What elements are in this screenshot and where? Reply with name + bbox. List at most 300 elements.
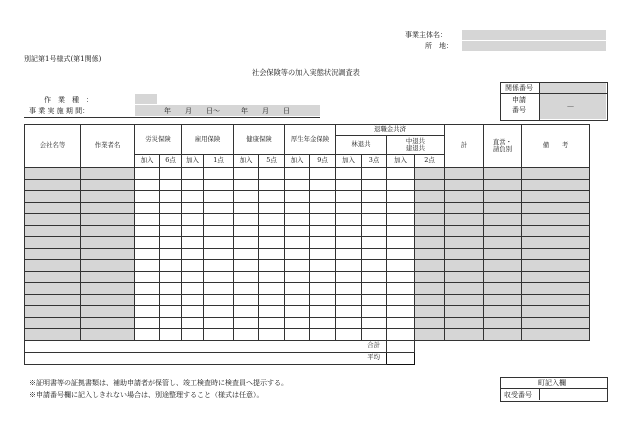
col-forest-retirement-header: 林退共: [336, 136, 387, 155]
table-cell[interactable]: [285, 329, 310, 341]
table-cell[interactable]: [81, 202, 135, 214]
table-cell[interactable]: [445, 306, 484, 318]
table-cell[interactable]: [160, 191, 182, 203]
table-cell[interactable]: [182, 329, 204, 341]
table-cell[interactable]: [285, 271, 310, 283]
table-cell[interactable]: [285, 179, 310, 191]
review-number-label: 関係番号: [505, 84, 533, 92]
table-cell[interactable]: [182, 225, 204, 237]
table-cell[interactable]: [336, 294, 362, 306]
table-cell[interactable]: [445, 271, 484, 283]
table-cell[interactable]: [336, 179, 362, 191]
table-cell[interactable]: [81, 306, 135, 318]
table-cell[interactable]: [387, 329, 415, 341]
address-field[interactable]: [462, 41, 606, 51]
table-cell[interactable]: [445, 283, 484, 295]
table-cell[interactable]: [135, 225, 160, 237]
table-cell[interactable]: [310, 214, 336, 226]
table-cell[interactable]: [204, 271, 234, 283]
table-cell[interactable]: [362, 191, 387, 203]
table-cell[interactable]: [135, 317, 160, 329]
table-cell[interactable]: [522, 248, 590, 260]
table-cell[interactable]: [234, 179, 259, 191]
table-cell[interactable]: [484, 283, 522, 295]
table-cell[interactable]: [522, 168, 590, 180]
table-cell[interactable]: [336, 191, 362, 203]
table-cell[interactable]: [285, 191, 310, 203]
note-evidence: ※証明書等の証拠書類は、補助申請者が保管し、竣工検査時に検査員へ提示する。: [29, 379, 288, 387]
table-cell[interactable]: [484, 271, 522, 283]
table-cell[interactable]: [285, 283, 310, 295]
table-cell[interactable]: [285, 260, 310, 272]
table-cell[interactable]: [182, 260, 204, 272]
table-cell[interactable]: [522, 225, 590, 237]
table-cell[interactable]: [310, 237, 336, 249]
table-cell[interactable]: [415, 191, 445, 203]
table-cell[interactable]: [135, 283, 160, 295]
table-cell[interactable]: [415, 248, 445, 260]
table-cell[interactable]: [362, 179, 387, 191]
table-cell[interactable]: [135, 294, 160, 306]
table-row: [25, 317, 590, 329]
table-cell[interactable]: [310, 329, 336, 341]
table-cell[interactable]: [445, 260, 484, 272]
table-cell[interactable]: [135, 248, 160, 260]
table-cell[interactable]: [259, 317, 285, 329]
table-cell[interactable]: [25, 248, 81, 260]
table-cell[interactable]: [310, 260, 336, 272]
table-cell[interactable]: [204, 225, 234, 237]
table-cell[interactable]: [259, 168, 285, 180]
table-cell[interactable]: [387, 260, 415, 272]
table-cell[interactable]: [445, 202, 484, 214]
table-cell[interactable]: [135, 237, 160, 249]
col-retirement-header: 退職金共済: [336, 125, 445, 136]
table-body: [25, 168, 590, 341]
table-cell[interactable]: [182, 306, 204, 318]
table-cell[interactable]: [204, 214, 234, 226]
table-cell[interactable]: [310, 202, 336, 214]
table-cell[interactable]: [362, 168, 387, 180]
table-cell[interactable]: [259, 294, 285, 306]
table-cell[interactable]: [25, 294, 81, 306]
table-cell[interactable]: [182, 179, 204, 191]
table-cell[interactable]: [182, 202, 204, 214]
table-cell[interactable]: [25, 214, 81, 226]
table-cell[interactable]: [182, 294, 204, 306]
table-cell[interactable]: [160, 237, 182, 249]
table-cell[interactable]: [522, 179, 590, 191]
table-cell[interactable]: [387, 168, 415, 180]
table-cell[interactable]: [135, 202, 160, 214]
table-cell[interactable]: [234, 317, 259, 329]
table-cell[interactable]: [135, 168, 160, 180]
table-cell[interactable]: [387, 225, 415, 237]
table-cell[interactable]: [415, 179, 445, 191]
table-cell[interactable]: [182, 317, 204, 329]
table-cell[interactable]: [415, 317, 445, 329]
table-cell[interactable]: [160, 225, 182, 237]
table-cell[interactable]: [484, 248, 522, 260]
table-cell[interactable]: [81, 168, 135, 180]
table-cell[interactable]: [484, 168, 522, 180]
table-cell[interactable]: [336, 237, 362, 249]
table-cell[interactable]: [204, 168, 234, 180]
table-cell[interactable]: [522, 329, 590, 341]
table-cell[interactable]: [285, 202, 310, 214]
table-cell[interactable]: [310, 271, 336, 283]
table-cell[interactable]: [160, 179, 182, 191]
table-cell[interactable]: [25, 168, 81, 180]
table-cell[interactable]: [415, 168, 445, 180]
table-cell[interactable]: [160, 306, 182, 318]
table-cell[interactable]: [234, 214, 259, 226]
table-cell[interactable]: [234, 191, 259, 203]
table-cell[interactable]: [25, 317, 81, 329]
table-cell[interactable]: [204, 294, 234, 306]
table-cell[interactable]: [285, 214, 310, 226]
table-cell[interactable]: [484, 191, 522, 203]
table-cell[interactable]: [415, 271, 445, 283]
table-cell[interactable]: [81, 271, 135, 283]
table-cell[interactable]: [160, 168, 182, 180]
sub-join-sme: 加入: [387, 155, 415, 168]
table-cell[interactable]: [204, 202, 234, 214]
table-cell[interactable]: [204, 306, 234, 318]
table-cell[interactable]: [415, 237, 445, 249]
table-cell[interactable]: [25, 283, 81, 295]
table-cell[interactable]: [81, 225, 135, 237]
table-cell[interactable]: [522, 283, 590, 295]
table-cell[interactable]: [522, 317, 590, 329]
table-cell[interactable]: [336, 214, 362, 226]
table-cell[interactable]: [522, 214, 590, 226]
table-cell[interactable]: [484, 329, 522, 341]
table-cell[interactable]: [135, 214, 160, 226]
table-cell[interactable]: [387, 317, 415, 329]
table-cell[interactable]: [25, 225, 81, 237]
table-cell[interactable]: [522, 237, 590, 249]
table-cell[interactable]: [234, 271, 259, 283]
table-cell[interactable]: [362, 329, 387, 341]
table-cell[interactable]: [182, 191, 204, 203]
table-cell[interactable]: [81, 179, 135, 191]
table-cell[interactable]: [415, 294, 445, 306]
col-health-insurance-header: 健康保険: [234, 125, 285, 155]
table-cell[interactable]: [362, 294, 387, 306]
table-cell[interactable]: [415, 214, 445, 226]
table-cell[interactable]: [81, 237, 135, 249]
table-cell[interactable]: [81, 283, 135, 295]
period-label: 事 業 実 施 期 間：: [29, 107, 90, 115]
table-cell[interactable]: [387, 237, 415, 249]
table-cell[interactable]: [285, 237, 310, 249]
table-cell[interactable]: [336, 248, 362, 260]
table-cell[interactable]: [182, 248, 204, 260]
table-cell[interactable]: [387, 214, 415, 226]
table-cell[interactable]: [310, 306, 336, 318]
table-cell[interactable]: [160, 271, 182, 283]
table-cell[interactable]: [310, 317, 336, 329]
table-cell[interactable]: [234, 202, 259, 214]
table-cell[interactable]: [259, 329, 285, 341]
table-cell[interactable]: [204, 317, 234, 329]
address-label: 所 地：: [425, 42, 453, 50]
table-cell[interactable]: [234, 294, 259, 306]
table-cell[interactable]: [135, 260, 160, 272]
table-cell[interactable]: [362, 202, 387, 214]
table-cell[interactable]: [204, 329, 234, 341]
table-cell[interactable]: [285, 168, 310, 180]
table-cell[interactable]: [25, 306, 81, 318]
table-cell[interactable]: [234, 283, 259, 295]
table-cell[interactable]: [484, 317, 522, 329]
table-cell[interactable]: [285, 317, 310, 329]
table-cell[interactable]: [285, 225, 310, 237]
table-cell[interactable]: [135, 179, 160, 191]
header-divider: [24, 117, 320, 118]
pts-employment: 1点: [204, 155, 234, 168]
table-cell[interactable]: [160, 294, 182, 306]
table-cell[interactable]: [204, 248, 234, 260]
town-entry-title: 町記入欄: [538, 379, 566, 387]
col-sme-retirement-header: [387, 136, 445, 155]
table-cell[interactable]: [522, 260, 590, 272]
table-cell[interactable]: [259, 237, 285, 249]
table-cell[interactable]: [336, 202, 362, 214]
pts-pension: 9点: [310, 155, 336, 168]
col-direct-header: [484, 125, 522, 168]
table-cell[interactable]: [310, 191, 336, 203]
table-cell[interactable]: [234, 225, 259, 237]
total-sum-cell[interactable]: [387, 340, 415, 352]
table-cell[interactable]: [522, 306, 590, 318]
table-cell[interactable]: [445, 329, 484, 341]
table-cell[interactable]: [336, 306, 362, 318]
table-cell[interactable]: [310, 283, 336, 295]
table-cell[interactable]: [259, 260, 285, 272]
table-cell[interactable]: [445, 191, 484, 203]
table-cell[interactable]: [160, 329, 182, 341]
table-cell[interactable]: [25, 179, 81, 191]
table-cell[interactable]: [484, 214, 522, 226]
table-cell[interactable]: [310, 294, 336, 306]
table-cell[interactable]: [415, 283, 445, 295]
table-cell[interactable]: [336, 317, 362, 329]
table-cell[interactable]: [445, 237, 484, 249]
table-cell[interactable]: [204, 191, 234, 203]
table-cell[interactable]: [362, 283, 387, 295]
application-number-value: —: [567, 102, 574, 110]
table-cell[interactable]: [484, 179, 522, 191]
note-application-number: ※申請番号欄に記入しきれない場合は、別途整理すること（様式は任意）。: [29, 391, 264, 399]
table-cell[interactable]: [484, 202, 522, 214]
table-cell[interactable]: [362, 260, 387, 272]
table-cell[interactable]: [387, 294, 415, 306]
work-type-field[interactable]: [135, 94, 157, 104]
table-cell[interactable]: [415, 202, 445, 214]
period-value: 年 月 日～ 年 月 日: [164, 107, 290, 115]
table-cell[interactable]: [259, 225, 285, 237]
sub-join-labor: 加入: [135, 155, 160, 168]
table-cell[interactable]: [336, 329, 362, 341]
table-cell[interactable]: [160, 248, 182, 260]
table-cell[interactable]: [160, 283, 182, 295]
table-cell[interactable]: [522, 191, 590, 203]
table-cell[interactable]: [25, 329, 81, 341]
table-cell[interactable]: [522, 271, 590, 283]
table-cell[interactable]: [204, 283, 234, 295]
table-cell[interactable]: [484, 294, 522, 306]
table-cell[interactable]: [336, 225, 362, 237]
table-cell[interactable]: [445, 225, 484, 237]
row-total-label: 合計: [25, 340, 387, 352]
table-cell[interactable]: [259, 248, 285, 260]
table-row: [25, 179, 590, 191]
table-cell[interactable]: [362, 271, 387, 283]
table-cell[interactable]: [387, 191, 415, 203]
table-cell[interactable]: [182, 214, 204, 226]
table-cell[interactable]: [204, 260, 234, 272]
table-cell[interactable]: [415, 260, 445, 272]
table-cell[interactable]: [336, 260, 362, 272]
table-cell[interactable]: [285, 248, 310, 260]
table-cell[interactable]: [484, 225, 522, 237]
sub-join-health: 加入: [234, 155, 259, 168]
table-cell[interactable]: [25, 191, 81, 203]
table-cell[interactable]: [415, 306, 445, 318]
col-direct-line2: 請負別: [492, 145, 513, 153]
table-cell[interactable]: [387, 179, 415, 191]
table-cell[interactable]: [160, 317, 182, 329]
table-row: [25, 214, 590, 226]
table-cell[interactable]: [336, 283, 362, 295]
blank-total-spacer2: [445, 340, 590, 352]
table-cell[interactable]: [135, 306, 160, 318]
table-cell[interactable]: [484, 237, 522, 249]
table-cell[interactable]: [522, 202, 590, 214]
table-cell[interactable]: [135, 329, 160, 341]
table-row: [25, 237, 590, 249]
table-cell[interactable]: [234, 248, 259, 260]
table-cell[interactable]: [81, 214, 135, 226]
table-cell[interactable]: [310, 179, 336, 191]
table-cell[interactable]: [234, 237, 259, 249]
table-row: [25, 225, 590, 237]
table-cell[interactable]: [310, 248, 336, 260]
col-labor-insurance-header: 労災保険: [135, 125, 182, 155]
pts-labor: 6点: [160, 155, 182, 168]
table-cell[interactable]: [445, 248, 484, 260]
table-cell[interactable]: [362, 237, 387, 249]
sub-join-pension: 加入: [285, 155, 310, 168]
table-cell[interactable]: [387, 271, 415, 283]
table-cell[interactable]: [234, 260, 259, 272]
table-cell[interactable]: [234, 329, 259, 341]
table-cell[interactable]: [135, 271, 160, 283]
table-cell[interactable]: [259, 306, 285, 318]
table-cell[interactable]: [445, 179, 484, 191]
review-number-field[interactable]: [540, 83, 606, 93]
table-cell[interactable]: [234, 306, 259, 318]
table-cell[interactable]: [81, 329, 135, 341]
form-number: 別記第1号様式(第1関係): [24, 55, 102, 63]
table-cell[interactable]: [204, 179, 234, 191]
table-cell[interactable]: [415, 225, 445, 237]
table-cell[interactable]: [336, 168, 362, 180]
table-cell[interactable]: [259, 271, 285, 283]
table-cell[interactable]: [81, 248, 135, 260]
table-cell[interactable]: [445, 168, 484, 180]
table-cell[interactable]: [182, 237, 204, 249]
table-cell[interactable]: [310, 225, 336, 237]
table-cell[interactable]: [81, 294, 135, 306]
table-cell[interactable]: [160, 202, 182, 214]
table-cell[interactable]: [387, 283, 415, 295]
table-cell[interactable]: [362, 214, 387, 226]
table-cell[interactable]: [484, 306, 522, 318]
table-cell[interactable]: [445, 294, 484, 306]
table-cell[interactable]: [445, 317, 484, 329]
table-cell[interactable]: [259, 283, 285, 295]
table-cell[interactable]: [445, 214, 484, 226]
receipt-number-field[interactable]: [540, 389, 606, 400]
table-row: [25, 271, 590, 283]
table-cell[interactable]: [25, 202, 81, 214]
average-cell[interactable]: [387, 352, 415, 364]
col-remarks-header: 備 考: [522, 125, 590, 168]
table-cell[interactable]: [182, 271, 204, 283]
table-cell[interactable]: [310, 168, 336, 180]
table-cell[interactable]: [415, 329, 445, 341]
table-cell[interactable]: [160, 214, 182, 226]
table-row: [25, 283, 590, 295]
table-cell[interactable]: [182, 283, 204, 295]
sub-join-employment: 加入: [182, 155, 204, 168]
table-cell[interactable]: [204, 237, 234, 249]
table-cell[interactable]: [285, 294, 310, 306]
table-cell[interactable]: [259, 214, 285, 226]
table-cell[interactable]: [484, 260, 522, 272]
col-company-header: 会社名等: [25, 125, 81, 168]
table-cell[interactable]: [81, 317, 135, 329]
table-cell[interactable]: [259, 179, 285, 191]
table-cell[interactable]: [81, 260, 135, 272]
table-cell[interactable]: [336, 271, 362, 283]
table-cell[interactable]: [81, 191, 135, 203]
table-cell[interactable]: [362, 317, 387, 329]
table-cell[interactable]: [387, 306, 415, 318]
table-cell[interactable]: [259, 202, 285, 214]
table-cell[interactable]: [182, 168, 204, 180]
business-owner-field[interactable]: [462, 30, 606, 40]
table-cell[interactable]: [362, 306, 387, 318]
col-pension-header: 厚生年金保険: [285, 125, 336, 155]
table-cell[interactable]: [259, 191, 285, 203]
table-cell[interactable]: [387, 248, 415, 260]
table-cell[interactable]: [234, 168, 259, 180]
table-cell[interactable]: [25, 271, 81, 283]
table-cell[interactable]: [160, 260, 182, 272]
table-cell[interactable]: [387, 202, 415, 214]
table-cell[interactable]: [362, 248, 387, 260]
table-cell[interactable]: [135, 191, 160, 203]
table-cell[interactable]: [285, 306, 310, 318]
table-cell[interactable]: [362, 225, 387, 237]
table-cell[interactable]: [25, 260, 81, 272]
table-cell[interactable]: [522, 294, 590, 306]
table-cell[interactable]: [25, 237, 81, 249]
